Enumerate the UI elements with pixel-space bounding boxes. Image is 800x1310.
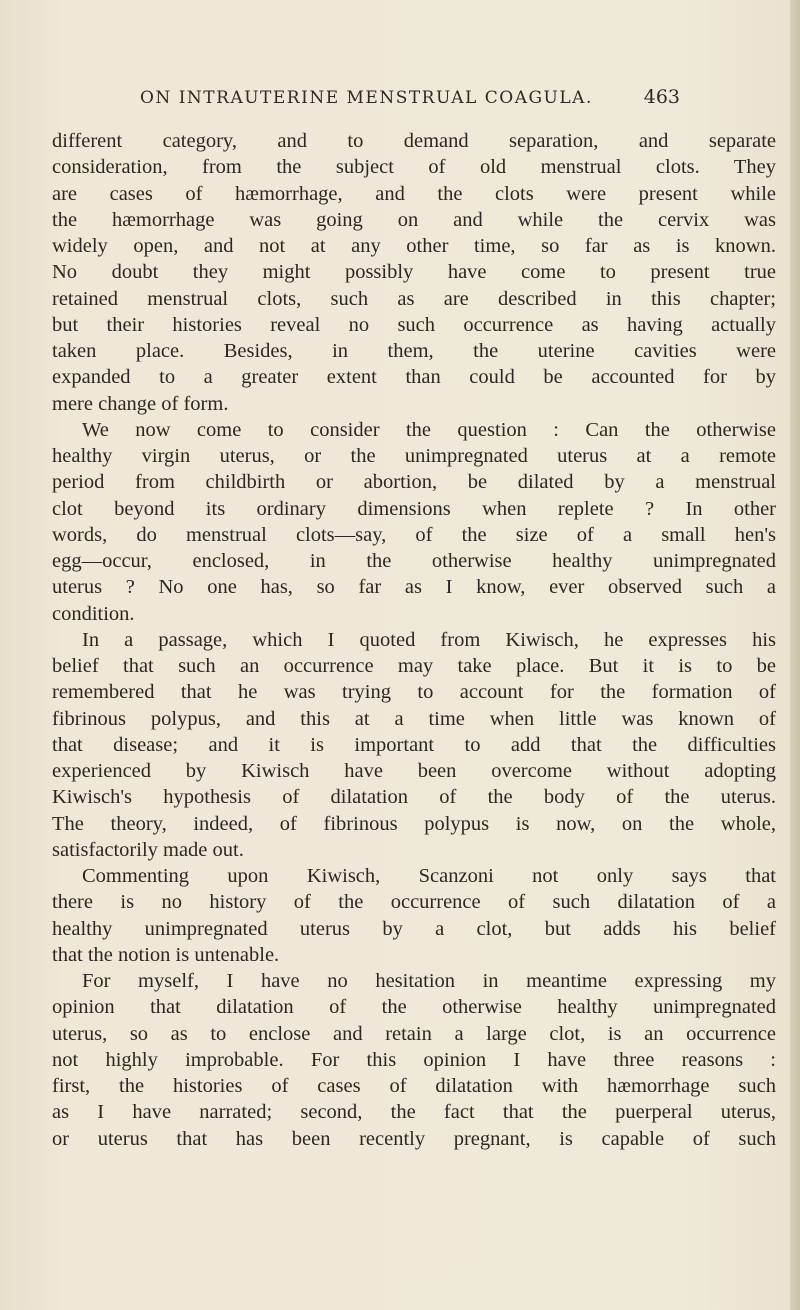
text-line: belief that such an occurrence may take place. But it is to be bbox=[52, 655, 776, 677]
page-edge bbox=[790, 0, 800, 1310]
text-line: not highly improbable. For this opinion I have three reasons : bbox=[52, 1048, 776, 1071]
text-line: words, do menstrual clots—say, of the size of a small hen's bbox=[52, 523, 776, 546]
text-line: No doubt they might possibly have come to present true bbox=[52, 261, 776, 284]
text-line: uterus ? No one has, so far as I know, ever observed such a bbox=[52, 576, 776, 599]
text-line: retained menstrual clots, such as are described in this chapter; bbox=[52, 287, 776, 310]
text-line: different category, and to demand separation, and separate bbox=[52, 130, 776, 152]
text-line: In a passage, which I quoted from Kiwisch, he expresses his bbox=[82, 628, 776, 651]
text-line: egg—occur, enclosed, in the otherwise healthy unimpregnated bbox=[52, 550, 776, 572]
body-text bbox=[52, 128, 776, 1152]
text-line: fibrinous polypus, and this at a time when little was known of bbox=[52, 707, 776, 730]
text-line: healthy unimpregnated uterus by a clot, but adds his belief bbox=[52, 917, 776, 940]
page-header bbox=[140, 86, 680, 116]
text-line: but their histories reveal no such occurrence as having actually bbox=[52, 313, 776, 336]
text-line: opinion that dilatation of the otherwise healthy unimpregnated bbox=[52, 996, 776, 1019]
text-line: consideration, from the subject of old menstrual clots. They bbox=[52, 156, 776, 179]
text-line: taken place. Besides, in them, the uterine cavities were bbox=[52, 340, 776, 362]
text-line: that disease; and it is important to add that the difficulties bbox=[52, 733, 776, 756]
text-line: first, the histories of cases of dilatation with hæmorrhage such bbox=[52, 1075, 776, 1097]
text-line: there is no history of the occurrence of such dilatation of a bbox=[52, 891, 776, 914]
text-line: The theory, indeed, of fibrinous polypus is now, on the whole, bbox=[52, 812, 776, 835]
text-line: healthy virgin uterus, or the unimpregnated uterus at a remote bbox=[52, 445, 776, 467]
running-title: ON INTRAUTERINE MENSTRUAL COAGULA. bbox=[140, 88, 593, 108]
text-line: are cases of hæmorrhage, and the clots were present while bbox=[52, 182, 776, 205]
text-line: uterus, so as to enclose and retain a large clot, is an occurrence bbox=[52, 1022, 776, 1045]
text-line: clot beyond its ordinary dimensions when replete ? In other bbox=[52, 497, 776, 520]
text-line: We now come to consider the question : Can the otherwise bbox=[82, 418, 776, 441]
text-line: Kiwisch's hypothesis of dilatation of the body of the uterus. bbox=[52, 786, 776, 809]
text-line: as I have narrated; second, the fact that the puerperal uterus, bbox=[52, 1101, 776, 1124]
text-line: period from childbirth or abortion, be dilated by a menstrual bbox=[52, 471, 776, 494]
text-line: widely open, and not at any other time, so far as is known. bbox=[52, 235, 776, 257]
text-line: mere change of form. bbox=[52, 392, 229, 415]
text-line: that the notion is untenable. bbox=[52, 943, 280, 966]
page-number: 463 bbox=[643, 86, 680, 108]
text-line: satisfactorily made out. bbox=[52, 838, 244, 861]
text-line: For myself, I have no hesitation in meantime expressing my bbox=[82, 970, 776, 992]
text-line: condition. bbox=[52, 602, 135, 625]
text-line: or uterus that has been recently pregnant, is capable of such bbox=[52, 1127, 776, 1150]
text-line: the hæmorrhage was going on and while the cervix was bbox=[52, 208, 776, 231]
text-line: remembered that he was trying to account for the formation of bbox=[52, 681, 776, 704]
text-line: expanded to a greater extent than could be accounted for by bbox=[52, 366, 776, 389]
text-line: experienced by Kiwisch have been overcome without adopting bbox=[52, 760, 776, 782]
text-line: Commenting upon Kiwisch, Scanzoni not only says that bbox=[82, 865, 776, 887]
